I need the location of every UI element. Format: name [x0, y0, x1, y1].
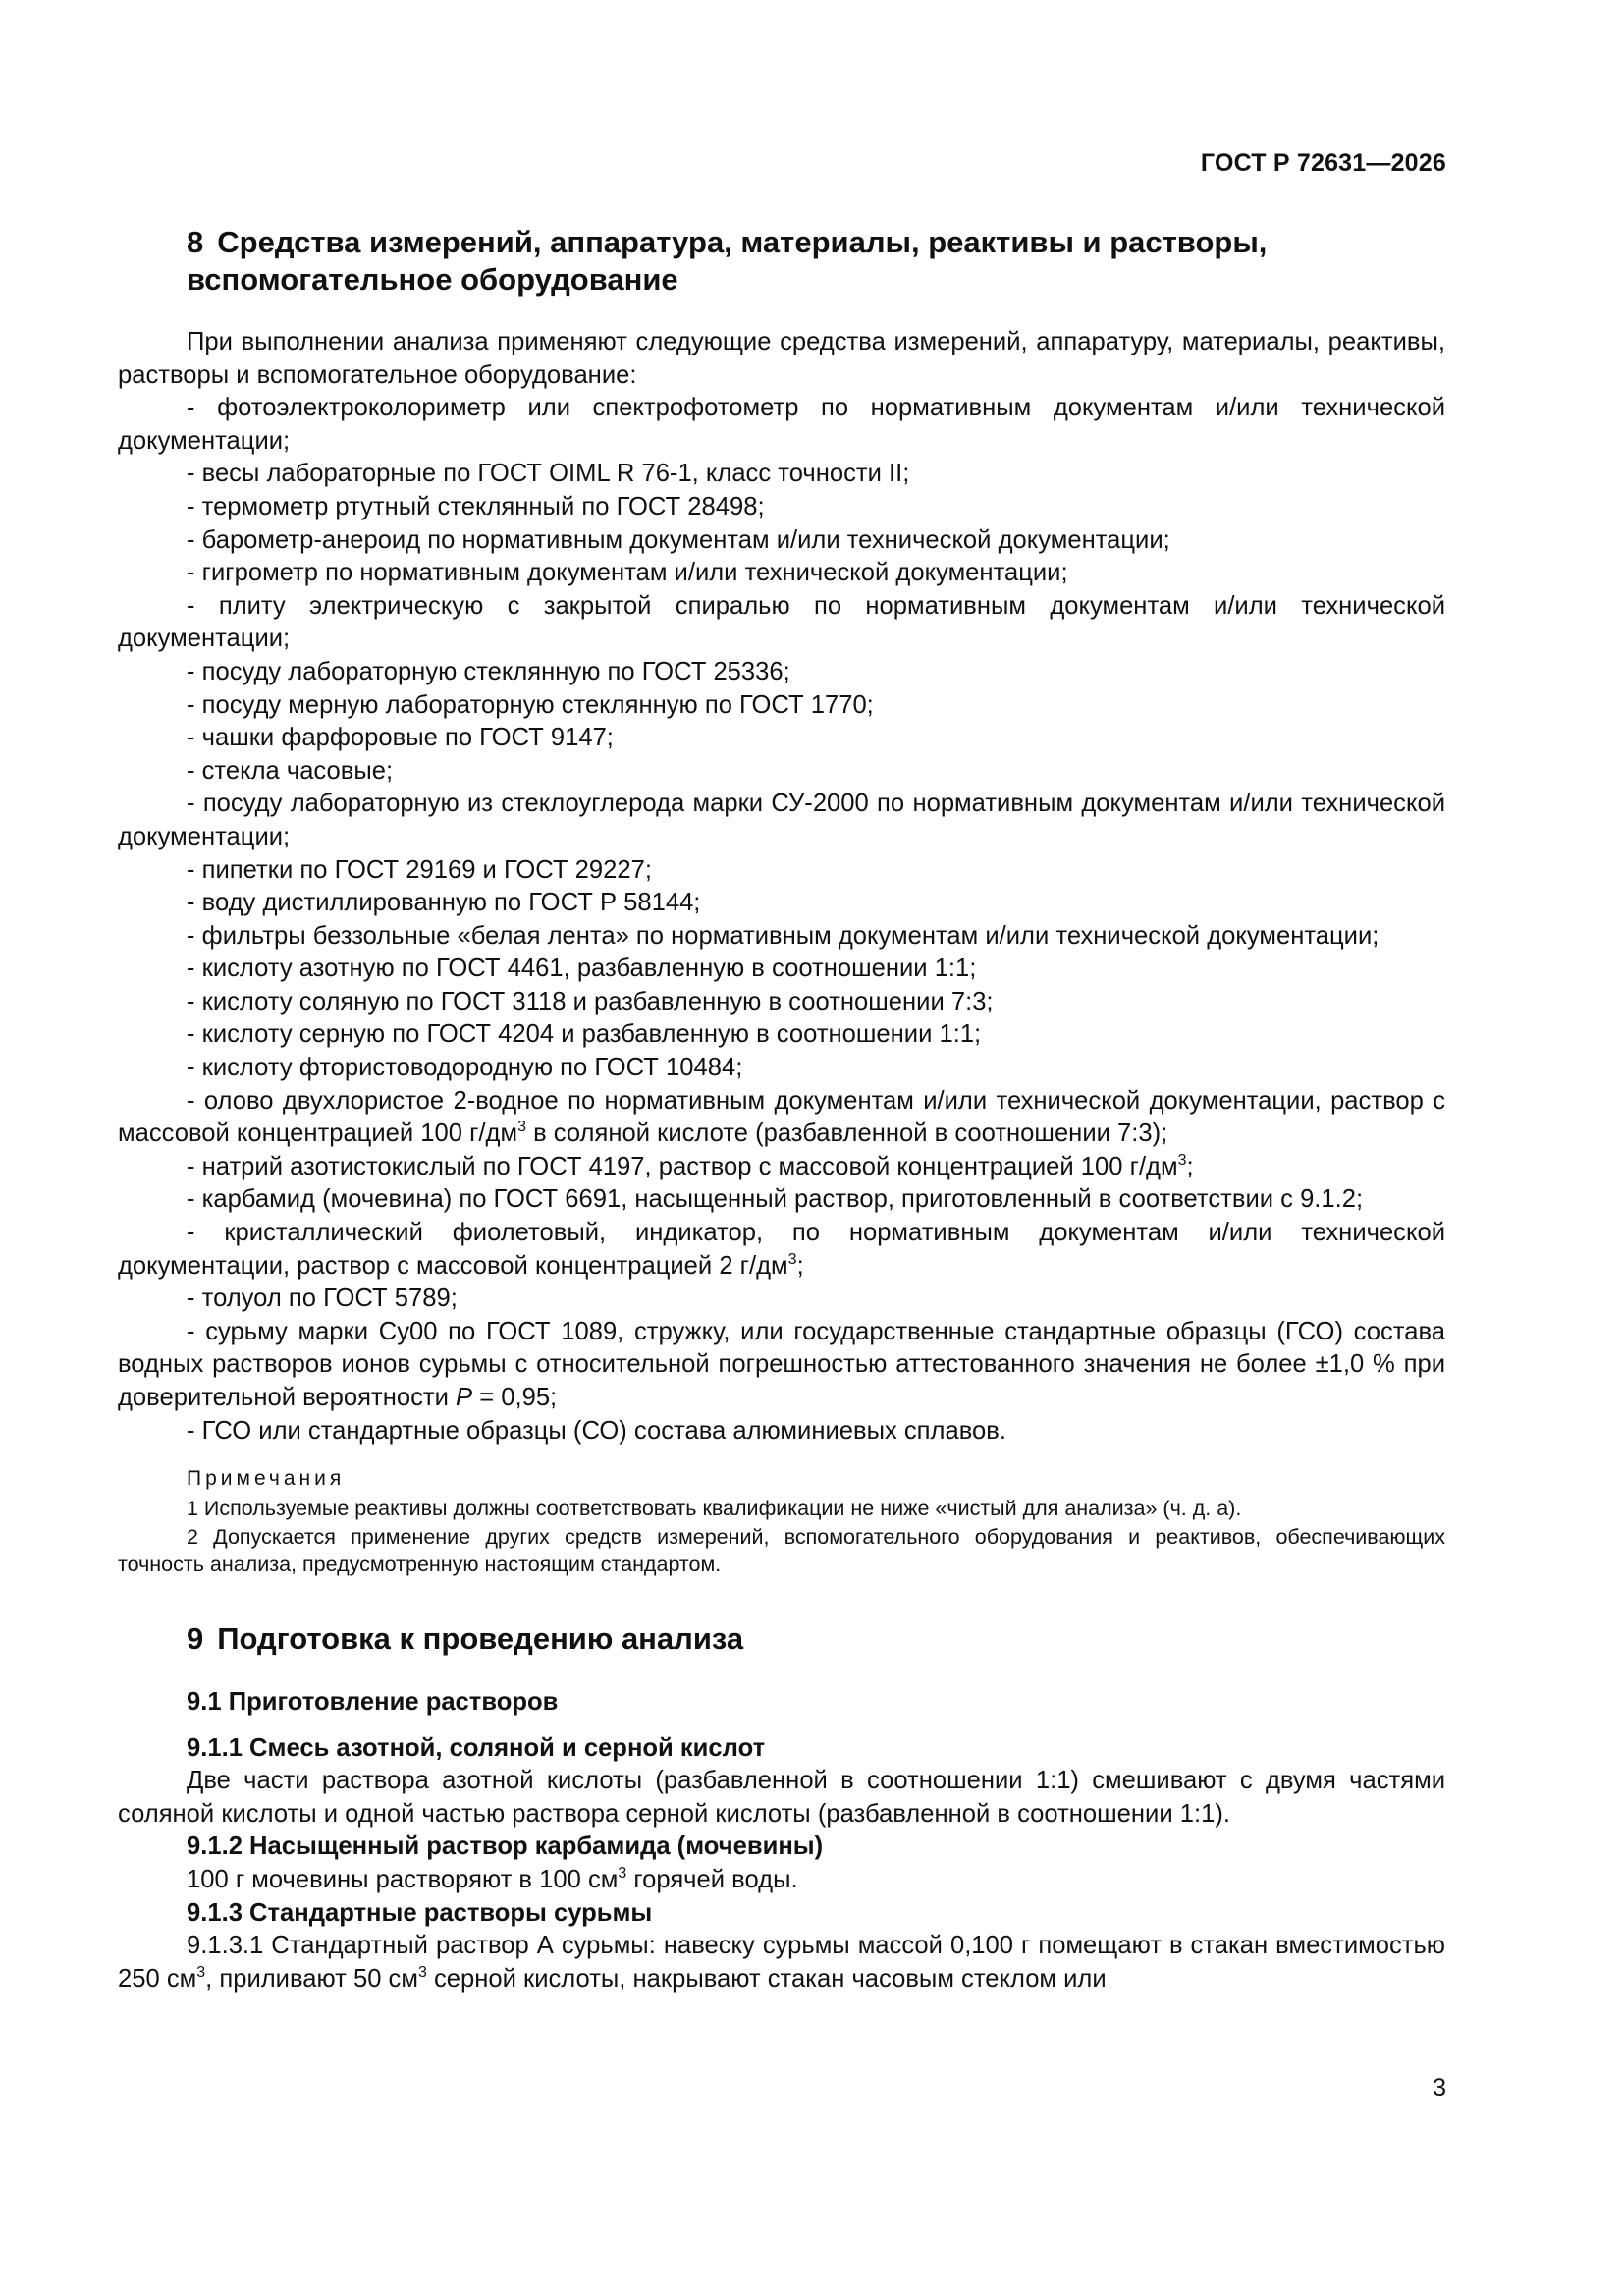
- list-item-crystal-violet: - кристаллический фиолетовый, индикатор, по нормативным документам и/или технической документации, раствор с массовой концентрацией 2 $г/дм^3$;: [118, 1219, 1445, 1280]
- list-item: - посуду мерную лабораторную стеклянную по ГОСТ 1770;: [187, 690, 874, 719]
- section-number: 9: [187, 1620, 204, 1656]
- list-item: - стекла часовые;: [187, 756, 394, 785]
- section-8-intro: При выполнении анализа применяют следующие средства измерений, аппаратуру, материалы, реактивы, растворы и вспомогательное оборудование:: [118, 328, 1445, 389]
- section-9-heading: [187, 1620, 1445, 1658]
- list-item: - пипетки по ГОСТ 29169 и ГОСТ 29227;: [187, 855, 652, 884]
- list-item: - барометр-анероид по нормативным документам и/или технической документации;: [187, 525, 1170, 554]
- list-item: - фотоэлектроколориметр или спектрофотометр по нормативным документам и/или технической документации;: [118, 394, 1445, 455]
- list-item: - термометр ртутный стеклянный по ГОСТ 28498;: [187, 492, 765, 520]
- section-8-heading: [187, 224, 1445, 299]
- list-item: - весы лабораторные по ГОСТ OIML R 76-1, класс точности II;: [187, 460, 910, 488]
- subsection-9-1-3-heading: 9.1.3 Стандартные растворы сурьмы: [187, 1898, 653, 1927]
- list-item: - гигрометр по нормативным документам и/или технической документации;: [187, 559, 1068, 587]
- list-item-urea: - карбамид (мочевина) по ГОСТ 6691, насыщенный раствор, приготовленный в соответствии с 9.1.2;: [187, 1185, 1364, 1214]
- list-item: - плиту электрическую с закрытой спиралью по нормативным документам и/или технической документации;: [118, 591, 1445, 653]
- section-title: Подготовка к проведению анализа: [217, 1620, 744, 1656]
- subsection-9-1-2-text: 100 г мочевины растворяют в 100 $см^3$ горячей воды.: [187, 1865, 798, 1894]
- note-2: 2 Допускается применение других средств измерений, вспомогательного оборудования и реактивов, обеспечивающих точность анализа, предусмотренную настоящим стандартом.: [118, 1524, 1445, 1577]
- list-item: - кислоту соляную по ГОСТ 3118 и разбавленную в соотношении 7:3;: [187, 987, 994, 1015]
- list-item-toluene: - толуол по ГОСТ 5789;: [187, 1285, 458, 1313]
- note-1: 1 Используемые реактивы должны соответствовать квалификации не ниже «чистый для анализа» (ч. д. а).: [187, 1497, 1242, 1521]
- list-item: - кислоту фтористоводородную по ГОСТ 10484;: [187, 1054, 743, 1082]
- list-item: - кислоту серную по ГОСТ 4204 и разбавленную в соотношении 1:1;: [187, 1020, 982, 1049]
- subsection-9-1-1-text: Две части раствора азотной кислоты (разбавленной в соотношении 1:1) смешивают с двумя частями соляной кислоты и одной частью раствора серной кислоты (разбавленной в соотношении 1:1).: [118, 1767, 1445, 1828]
- list-item-tin-chloride: - олово двухлористое 2-водное по нормативным документам и/или технической документации, раствор с массовой концентрацией 100 $г/дм^3$ в соляной кислоте (разбавленной в соотношении 7:3);: [118, 1086, 1445, 1148]
- list-item: - чашки фарфоровые по ГОСТ 9147;: [187, 724, 614, 752]
- notes-heading: Примечания: [187, 1467, 346, 1491]
- list-item: - кислоту азотную по ГОСТ 4461, разбавленную в соотношении 1:1;: [187, 955, 977, 983]
- subsection-9-1-1-heading: 9.1.1 Смесь азотной, соляной и серной кислот: [187, 1733, 766, 1762]
- list-item: - фильтры беззольные «белая лента» по нормативным документам и/или технической документации;: [187, 921, 1380, 950]
- subsection-9-1-3-1-text: 9.1.3.1 Стандартный раствор А сурьмы: навеску сурьмы массой 0,100 г помещают в стакан вместимостью 250 $см^3$, приливают 50 $см^3$ серной кислоты, накрывают стакан часовым стеклом или: [118, 1932, 1445, 1993]
- section-number: 8: [187, 225, 204, 259]
- list-item: - посуду лабораторную стеклянную по ГОСТ 25336;: [187, 657, 790, 685]
- page-content: [118, 224, 1445, 1995]
- section-title-line1: Средства измерений, аппаратура, материалы, реактивы и растворы,: [217, 225, 1268, 259]
- list-item-sodium-nitrite: - натрий азотистокислый по ГОСТ 4197, раствор с массовой концентрацией 100 $г/дм^3$;: [187, 1151, 1194, 1180]
- standard-code: ГОСТ Р 72631—2026: [1200, 149, 1446, 177]
- list-item: - посуду лабораторную из стеклоуглерода марки СУ-2000 по нормативным документам и/или технической документации;: [118, 790, 1445, 850]
- list-item-antimony: - сурьму марки Су00 по ГОСТ 1089, стружку, или государственные стандартные образцы (ГСО) состава водных растворов ионов сурьмы с относительной погрешностью аттестованного значения не более ±1,0 % при доверительной вероятности P = 0,95;: [118, 1317, 1445, 1411]
- list-item-gso: - ГСО или стандартные образцы (СО) состава алюминиевых сплавов.: [187, 1416, 1006, 1445]
- page-number: 3: [1433, 2074, 1446, 2102]
- list-item: - воду дистиллированную по ГОСТ Р 58144;: [187, 889, 701, 917]
- section-title-line2: вспомогательное оборудование: [187, 262, 678, 297]
- subsection-9-1-heading: 9.1 Приготовление растворов: [187, 1687, 559, 1716]
- subsection-9-1-2-heading: 9.1.2 Насыщенный раствор карбамида (мочевины): [187, 1832, 824, 1861]
